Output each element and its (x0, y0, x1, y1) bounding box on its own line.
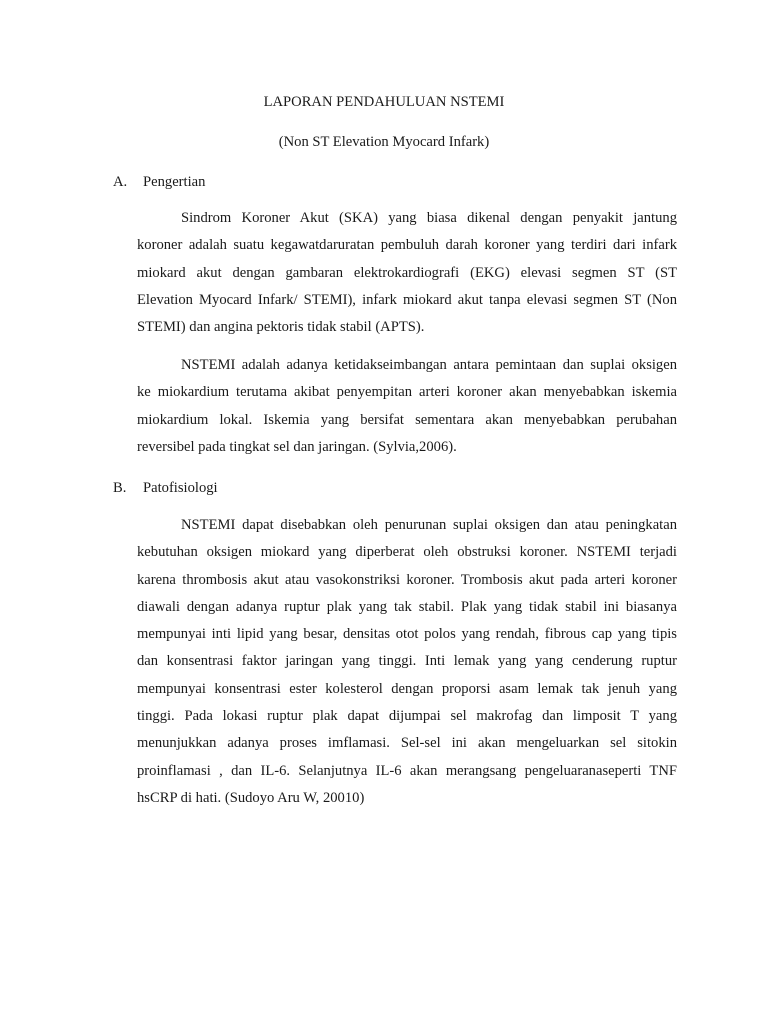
paragraph-line: miokard akut dengan gambaran elektrokardiografi (EKG) elevasi segmen ST (ST (137, 264, 677, 281)
document-title: LAPORAN PENDAHULUAN NSTEMI (263, 94, 505, 110)
paragraph-line: kebutuhan oksigen miokard yang diperberat oleh obstruksi koroner. NSTEMI terjadi (137, 544, 677, 561)
paragraph-pengertian-2 (137, 352, 677, 461)
section-heading-patofisiologi (113, 478, 218, 498)
paragraph-line: ke miokardium terutama akibat penyempitan arteri koroner akan menyebabkan iskemia (137, 384, 677, 401)
paragraph-line: tinggi. Pada lokasi ruptur plak dapat dijumpai sel makrofag dan limposit T yang (137, 708, 677, 725)
paragraph-line: STEMI) dan angina pektoris tidak stabil (APTS). (137, 319, 425, 336)
paragraph-line: NSTEMI dapat disebabkan oleh penurunan suplai oksigen dan atau peningkatan (181, 517, 677, 533)
section-letter: A. (113, 174, 128, 190)
paragraph-line: karena thrombosis akut atau vasokonstriksi koroner. Trombosis akut pada arteri koroner (137, 571, 677, 588)
paragraph-line: proinflamasi , dan IL-6. Selanjutnya IL-6 akan merangsang pengeluaranaseperti TNF (137, 762, 677, 779)
paragraph-line: menunjukkan adanya proses imflamasi. Sel-sel ini akan mengeluarkan sel sitokin (137, 735, 677, 752)
paragraph-line: NSTEMI adalah adanya ketidakseimbangan antara pemintaan dan suplai oksigen (181, 357, 677, 373)
section-heading-text: Pengertian (143, 174, 206, 190)
paragraph-line: mempunyai konsentrasi ester kolesterol dengan proporsi asam lemak tak jenuh yang (137, 680, 677, 697)
section-letter: B. (113, 480, 127, 496)
paragraph-line: dan konsentrasi faktor jaringan yang tinggi. Inti lemak yang yang cenderung ruptur (137, 653, 677, 670)
paragraph-pengertian-1 (137, 205, 677, 341)
paragraph-line: diawali dengan adanya ruptur plak yang tak stabil. Plak yang tidak stabil ini biasanya (137, 598, 677, 615)
paragraph-line: miokardium lokal. Iskemia yang bersifat sementara akan menyebabkan perubahan (137, 411, 677, 428)
document-subtitle: (Non ST Elevation Myocard Infark) (278, 134, 490, 150)
section-heading-text: Patofisiologi (143, 480, 218, 496)
paragraph-patofisiologi-1 (137, 512, 677, 812)
paragraph-line: reversibel pada tingkat sel dan jaringan. (Sylvia,2006). (137, 438, 457, 455)
paragraph-line: koroner adalah suatu kegawatdaruratan pembuluh darah koroner yang terdiri dari infark (137, 237, 677, 254)
paragraph-line: mempunyai inti lipid yang besar, densitas otot polos yang rendah, fibrous cap yang tipis (137, 626, 677, 643)
paragraph-line: hsCRP di hati. (Sudoyo Aru W, 20010) (137, 789, 365, 806)
paragraph-line: Sindrom Koroner Akut (SKA) yang biasa dikenal dengan penyakit jantung (181, 210, 677, 226)
section-heading-pengertian (113, 172, 205, 192)
paragraph-line: Elevation Myocard Infark/ STEMI), infark miokard akut tanpa elevasi segmen ST (Non (137, 291, 677, 308)
